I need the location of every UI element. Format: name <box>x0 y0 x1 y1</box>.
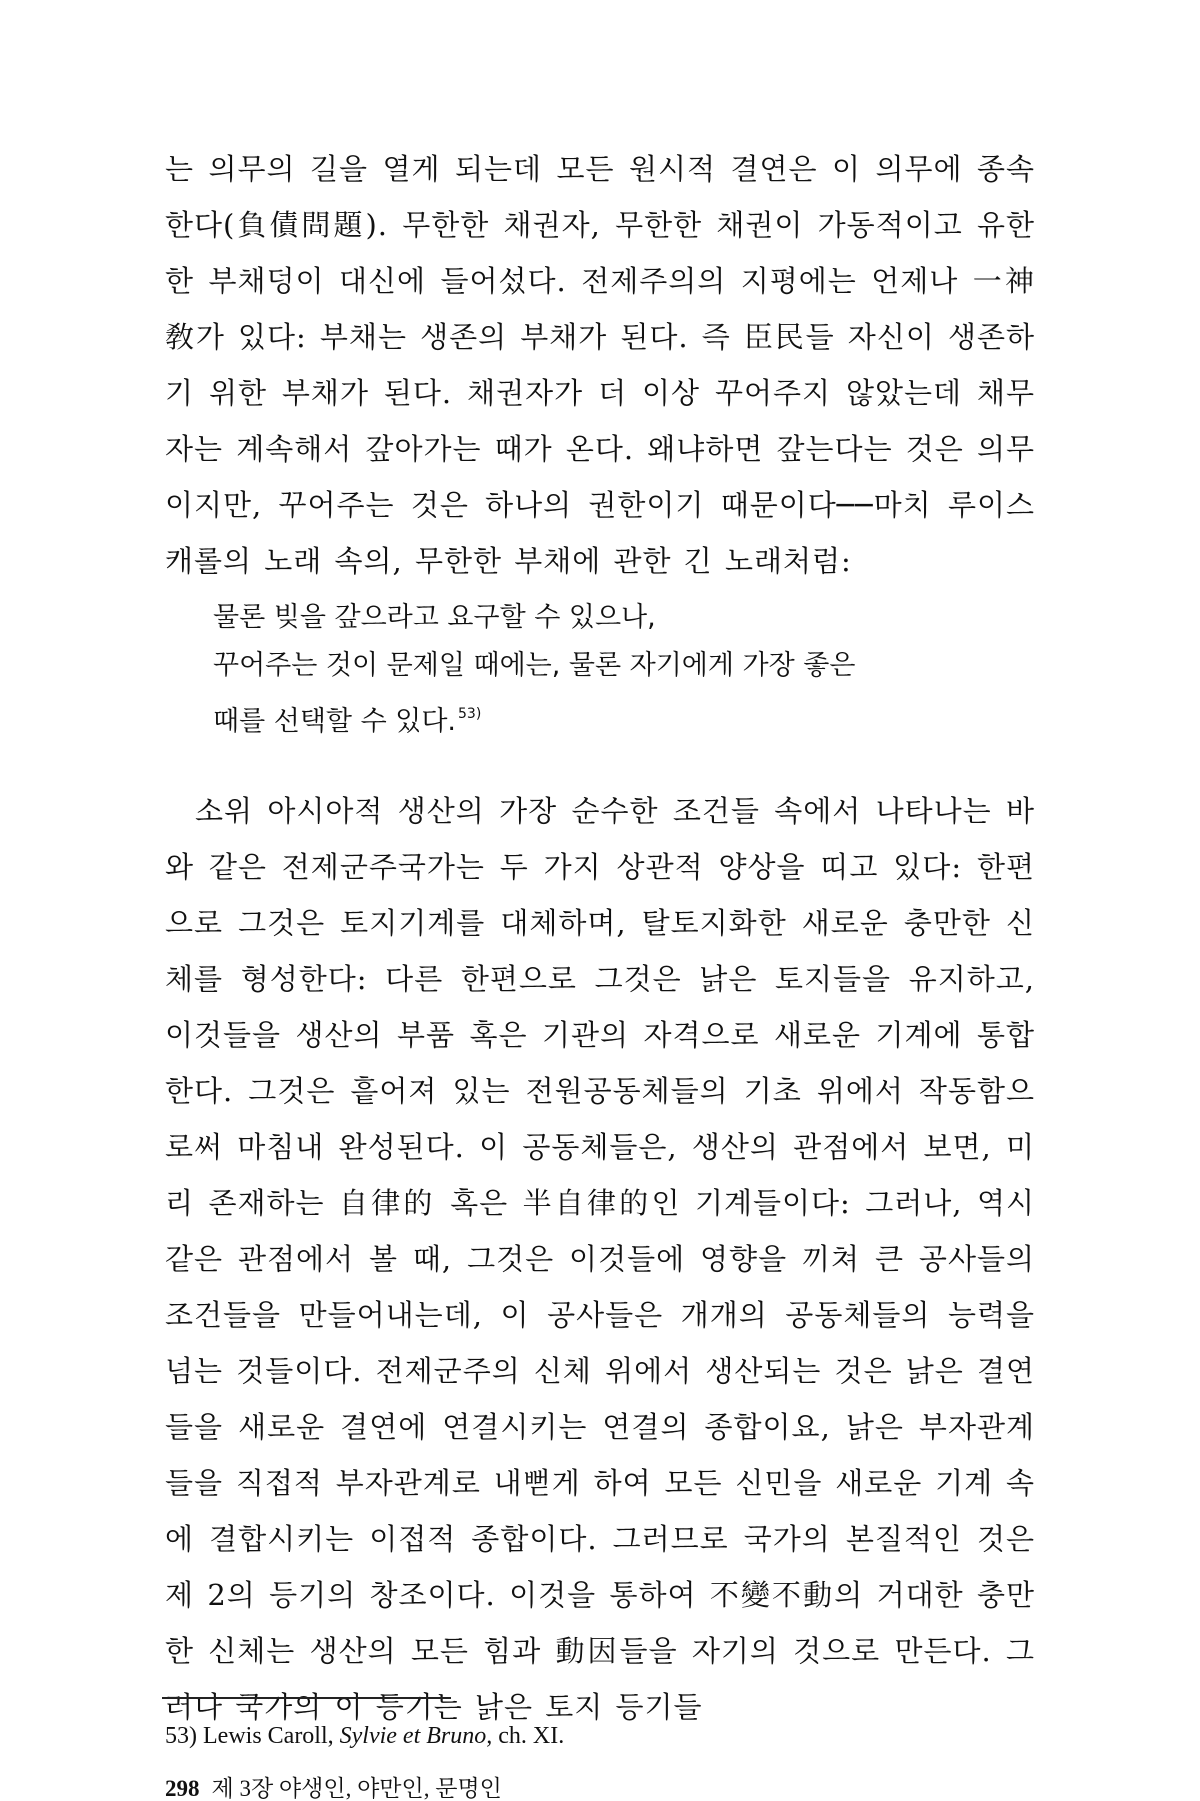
page-number: 298 <box>165 1776 200 1801</box>
quote-line-text: 때를 선택할 수 있다. <box>213 706 456 737</box>
footnote-title: Sylvie et Bruno, <box>339 1723 493 1749</box>
body-paragraph-continued: 는 의무의 길을 열게 되는데 모든 원시적 결연은 이 의무에 종속한다(負債問題). 무한한 채권자, 무한한 채권이 가동적이고 유한한 부채덩이 대신에 들어섰다. 전제주의의 지평에는 언제나 一神敎가 있다: 부채는 생존의 부채가 된다. 즉 臣民들 자신이 생존하기 위한 부채가 된다. 채권자가 더 이상 꾸어주지 않았는데 채무자는 계속해서 갚아가는 때가 온다. 왜냐하면 갚는다는 것은 의무이지만, 꾸어주는 것은 하나의 권한이기 때문이다──마치 루이스 캐롤의 노래 속의, 무한한 부채에 관한 긴 노래처럼: <box>165 152 1035 578</box>
page-footer <box>165 1776 502 1801</box>
footnote-number: 53) <box>165 1723 197 1749</box>
footnote <box>165 1720 1035 1752</box>
running-head: 제 3장 야생인, 야만인, 문명인 <box>211 1776 502 1801</box>
footnote-divider <box>162 1697 451 1699</box>
footnote-reference: 53) <box>458 706 482 722</box>
quote-line <box>213 690 913 746</box>
quote-line: 꾸어주는 것이 문제일 때에는, 물론 자기에게 가장 좋은 <box>213 650 856 681</box>
body-paragraph: 소위 아시아적 생산의 가장 순수한 조건들 속에서 나타나는 바와 같은 전제군주국가는 두 가지 상관적 양상을 띠고 있다: 한편으로 그것은 토지기계를 대체하며, 탈토지화한 새로운 충만한 신체를 형성한다: 다른 한편으로 그것은 낡은 토지들을 유지하고, 이것들을 생산의 부품 혹은 기관의 자격으로 새로운 기계에 통합한다. 그것은 흩어져 있는 전원공동체들의 기초 위에서 작동함으로써 마침내 완성된다. 이 공동체들은, 생산의 관점에서 보면, 미리 존재하는 自律的 혹은 半自律的인 기계들이다: 그러나, 역시 같은 관점에서 볼 때, 그것은 이것들에 영향을 끼쳐 큰 공사들의 조건들을 만들어내는데, 이 공사들은 개개의 공동체들의 능력을 넘는 것들이다. 전제군주의 신체 위에서 생산되는 것은 낡은 결연들을 새로운 결연에 연결시키는 연결의 종합이요, 낡은 부자관계들을 직접적 부자관계로 내뻗게 하여 모든 신민을 새로운 기계 속에 결합시키는 이접적 종합이다. 그러므로 국가의 본질적인 것은 제 2의 등기의 창조이다. 이것을 통하여 不變不動의 거대한 충만한 신체는 생산의 모든 힘과 動因들을 자기의 것으로 만든다. 그러나 국가의 이 등기는 낡은 토지 등기들 <box>165 794 1035 1724</box>
quote-line: 물론 빚을 갚으라고 요구할 수 있으나, <box>213 602 656 633</box>
footnote-author: Lewis Caroll, <box>203 1723 334 1749</box>
block-quote <box>213 594 913 746</box>
footnote-chapter: ch. XI. <box>498 1723 565 1749</box>
